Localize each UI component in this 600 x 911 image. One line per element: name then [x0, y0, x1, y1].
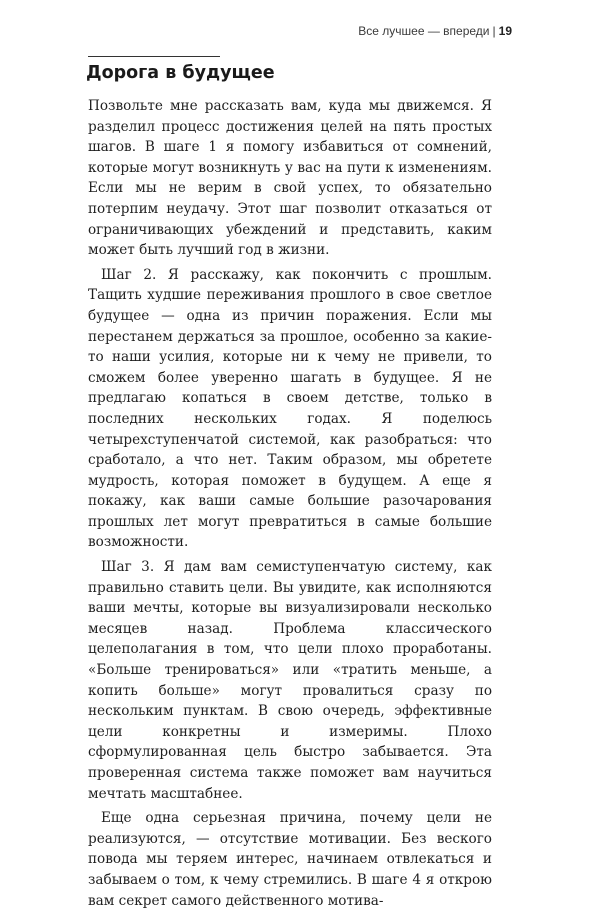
paragraph-3: Шаг 3. Я дам вам семиступенчатую систему, как правильно ставить цели. Вы увидите, как исполняются ваши мечты, которые вы визуализировали несколько месяцев назад. Проблема классического целеполагания в том, что цели плохо проработаны. «Больше тренироваться» или «тратить меньше, а копить больше» могут провалиться сразу по нескольким пунктам. В свою очередь, эффективные цели конкретны и измеримы. Плохо сформулированная цель быстро забывается. Эта проверенная система также поможет вам научиться мечтать масштабнее. [88, 559, 492, 802]
section-title-rule [88, 56, 220, 57]
header-separator: | [492, 24, 496, 38]
paragraph-1: Позвольте мне рассказать вам, куда мы движемся. Я разделил процесс достижения целей на пять простых шагов. В шаге 1 я помогу избавиться от сомнений, которые могут возникнуть у вас на пути к изменениям. Если мы не верим в свой успех, то обязательно потерпим неудачу. Этот шаг позволит отказаться от ограничивающих убеждений и представить, каким может быть лучший год в жизни. [88, 98, 492, 259]
running-title: Все лучшее — впереди [358, 24, 490, 38]
paragraph-2: Шаг 2. Я расскажу, как покончить с прошлым. Тащить худшие переживания прошлого в свое светлое будущее — одна из причин поражения. Если мы перестанем держаться за прошлое, особенно за какие-то наши усилия, которые ни к чему не привели, то сможем более уверенно шагать в будущее. Я не предлагаю копаться в своем детстве, только в последних нескольких годах. Я поделюсь четырехступенчатой системой, как разобраться: что сработало, а что нет. Таким образом, мы обретете мудрость, которая поможет в будущем. А еще я покажу, как ваши самые большие разочарования прошлых лет могут превратиться в самые большие возможности. [88, 266, 492, 551]
body-text [88, 96, 492, 911]
section-title: Дорога в будущее [86, 63, 275, 83]
paragraph-4: Еще одна серьезная причина, почему цели не реализуются, — отсутствие мотивации. Без веского повода мы теряем интерес, начинаем отвлекаться и забываем о том, к чему стремились. В шаге 4 я открою вам секрет самого действенного мотива- [88, 810, 492, 909]
page-number: 19 [498, 24, 512, 38]
running-header [358, 24, 512, 38]
